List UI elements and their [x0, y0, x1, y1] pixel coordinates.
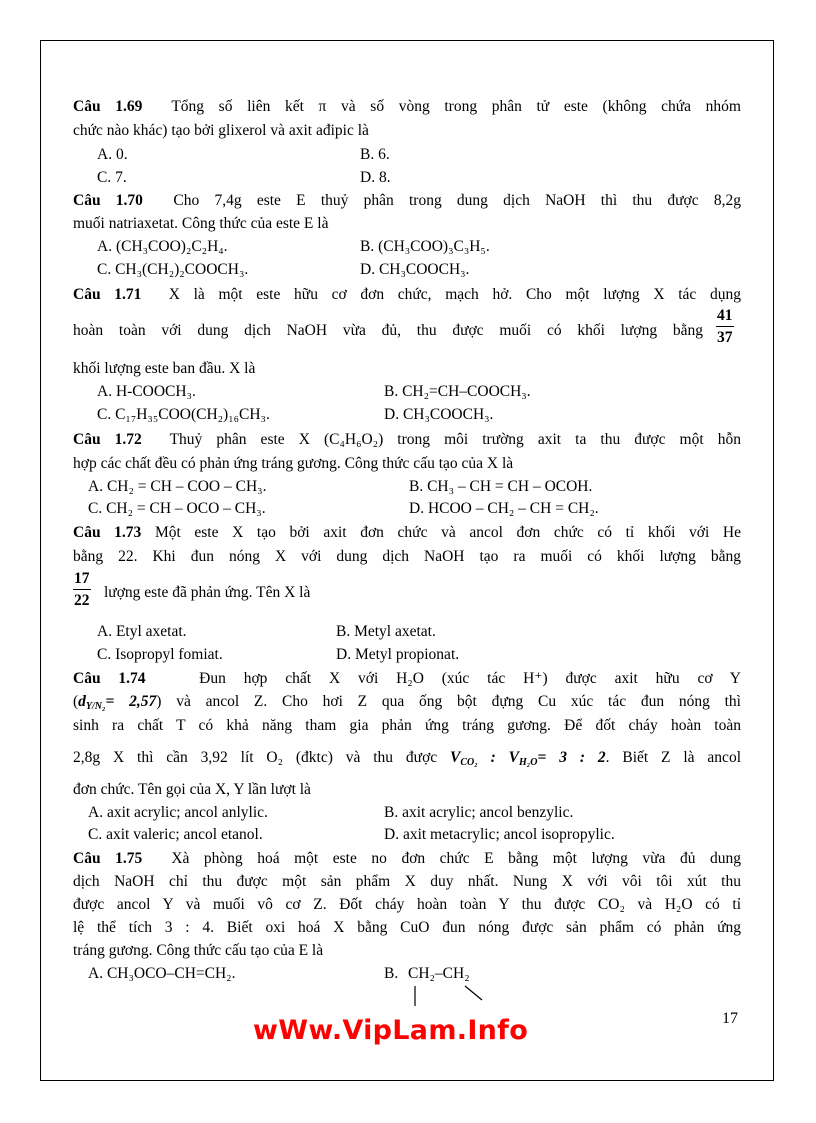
q175-line1 [73, 850, 741, 868]
question-label: Câu 1.73 [73, 524, 142, 541]
ratio-value: = 3 : 2 [537, 749, 606, 766]
q169-option-c: C. 7. [97, 169, 127, 186]
ring-bond-lines [405, 978, 495, 1008]
question-text: Xà phòng hoá một este no đơn chức E bằng một lượng vừa đủ dung [171, 850, 741, 867]
question-text: . Biết Z là ancol [605, 749, 741, 766]
q169-line1 [73, 98, 741, 116]
q175-line3: được ancol Y và muối vô cơ Z. Đốt cháy hoàn toàn Y thu được CO₂ và H₂O có tỉ [73, 896, 741, 913]
q173-line3: lượng este đã phản ứng. Tên X là [104, 584, 311, 601]
question-label: Câu 1.74 [73, 670, 146, 687]
q172-line1 [73, 431, 741, 449]
q171-line3: khối lượng este ban đầu. X là [73, 360, 256, 377]
q169-option-b: B. 6. [360, 146, 390, 163]
q175-line5: tráng gương. Công thức cấu tạo của E là [73, 942, 324, 959]
page-number: 17 [722, 1010, 738, 1027]
q175-line2: dịch NaOH chỉ thu được một sản phẩm X duy nhất. Nung X với vôi tôi xút thu [73, 873, 741, 890]
q173-option-a: A. Etyl axetat. [97, 623, 187, 640]
q174-option-c: C. axit valeric; ancol etanol. [88, 826, 263, 843]
q172-option-b: B. CH₃ – CH = CH – OCOH. [409, 478, 593, 495]
q174-line5: đơn chức. Tên gọi của X, Y lần lượt là [73, 781, 311, 798]
q173-option-d: D. Metyl propionat. [336, 646, 460, 663]
q173-fraction [73, 570, 91, 609]
q174-line3: sinh ra chất T có khả năng tham gia phản ứng tráng gương. Để đốt cháy hoàn toàn [73, 717, 741, 734]
density-value: = 2,57 [105, 693, 157, 710]
q174-line1 [73, 670, 741, 688]
q170-option-b: B. (CH₃COO)₃C₃H₅. [360, 238, 490, 255]
q170-line2: muối natriaxetat. Công thức của este E là [73, 215, 329, 232]
q174-option-b: B. axit acrylic; ancol benzylic. [384, 804, 574, 821]
q173-option-c: C. Isopropyl fomiat. [97, 646, 223, 663]
question-text: Đun hợp chất X với H₂O (xúc tác H⁺) được axit hữu cơ Y [199, 670, 742, 687]
q172-option-d: D. HCOO – CH₂ – CH = CH₂. [409, 500, 599, 517]
q169-line2: chức nào khác) tạo bởi glixerol và axit ađipic là [73, 122, 369, 139]
question-label: Câu 1.70 [73, 192, 143, 209]
q170-option-c: C. CH₃(CH₂)₂COOCH₃. [97, 261, 249, 278]
volume-subscript: CO₂ [460, 757, 478, 768]
q172-option-a: A. CH₂ = CH – COO – CH₃. [88, 478, 267, 495]
q171-fraction [716, 307, 734, 346]
q174-option-a: A. axit acrylic; ancol anlylic. [88, 804, 268, 821]
q170-option-d: D. CH₃COOCH₃. [360, 261, 470, 278]
q174-line2: $(d_{Y/N_2}= 2,57)$ và ancol Z. Cho hơi Z qua ống bột đựng Cu xúc tác đun nóng thì [73, 693, 741, 712]
q171-option-c: C. C₁₇H₃₅COO(CH₂)₁₆CH₃. [97, 406, 270, 423]
q171-line2: hoàn toàn với dung dịch NaOH vừa đủ, thu được muối có khối lượng bằng [73, 322, 703, 339]
volume-symbol: V [450, 749, 461, 766]
q169-option-d: D. 8. [360, 169, 391, 186]
q171-line1 [73, 286, 741, 304]
q171-option-b: B. CH₂=CH–COOCH₃. [384, 383, 531, 400]
question-label: Câu 1.69 [73, 98, 143, 115]
volume-symbol: V [508, 749, 520, 766]
q174-option-d: D. axit metacrylic; ancol isopropylic. [384, 826, 615, 843]
q173-line1 [73, 524, 741, 542]
ring-bond-diagonal [465, 986, 482, 1000]
question-text: 2,8g X thì cần 3,92 lít O₂ (đktc) và thu được [73, 749, 438, 766]
question-label: Câu 1.72 [73, 431, 142, 448]
q175-option-a: A. CH₃OCO–CH=CH₂. [88, 965, 236, 982]
question-text: Một este X tạo bởi axit đơn chức và ancol đơn chức có tỉ khối với He [154, 524, 741, 541]
question-text: X là một este hữu cơ đơn chức, mạch hở. Cho một lượng X tác dụng [168, 286, 741, 303]
q170-option-a: A. (CH₃COO)₂C₂H₄. [97, 238, 228, 255]
q173-line2: bằng 22. Khi đun nóng X với dung dịch NaOH tạo ra muối có khối lượng bằng [73, 548, 741, 565]
q173-option-b: B. Metyl axetat. [336, 623, 436, 640]
question-text: Cho 7,4g este E thuỷ phân trong dung dịch NaOH thì thu được 8,2g [173, 192, 741, 209]
fraction-numerator: 17 [73, 570, 91, 590]
question-text: Thuỷ phân este X (C₄H₆O₂) trong môi trường axit ta thu được một hỗn [169, 431, 741, 448]
q171-option-d: D. CH₃COOCH₃. [384, 406, 494, 423]
q172-option-c: C. CH₂ = CH – OCO – CH₃. [88, 500, 266, 517]
fraction-denominator: 22 [74, 592, 90, 609]
site-watermark: wWw.VipLam.Info [253, 1015, 529, 1046]
q170-line1 [73, 192, 741, 210]
density-subscript: Y/N₂ [85, 701, 106, 712]
q171-option-a: A. H-COOCH₃. [97, 383, 196, 400]
q175-option-b-label: B. [384, 965, 399, 982]
density-symbol: d [78, 693, 86, 710]
question-text: ) và ancol Z. Cho hơi Z qua ống bột đựng Cu xúc tác đun nóng thì [156, 693, 741, 710]
q174-line4: 2,8g X thì cần 3,92 lít O₂ (đktc) và thu được $V_{CO_2}$ : $V_{H_2O}= 3$ : 2. Biết Z là ancol [73, 749, 741, 768]
q172-line2: hợp các chất đều có phản ứng tráng gương. Công thức cấu tạo của X là [73, 455, 514, 472]
q175-line4: lệ thể tích 3 : 4. Biết oxi hoá X bằng CuO đun nóng được sản phẩm có phản ứng [73, 919, 741, 936]
volume-subscript: H₂O [519, 757, 538, 768]
question-label: Câu 1.75 [73, 850, 143, 867]
fraction-numerator: 41 [716, 307, 734, 327]
q175-option-b-formula: CH₂–CH₂ [408, 965, 470, 982]
question-text: Tổng số liên kết π và số vòng trong phân tử este (không chứa nhóm [171, 98, 741, 115]
q169-option-a: A. 0. [97, 146, 128, 163]
fraction-denominator: 37 [717, 329, 733, 346]
question-label: Câu 1.71 [73, 286, 142, 303]
